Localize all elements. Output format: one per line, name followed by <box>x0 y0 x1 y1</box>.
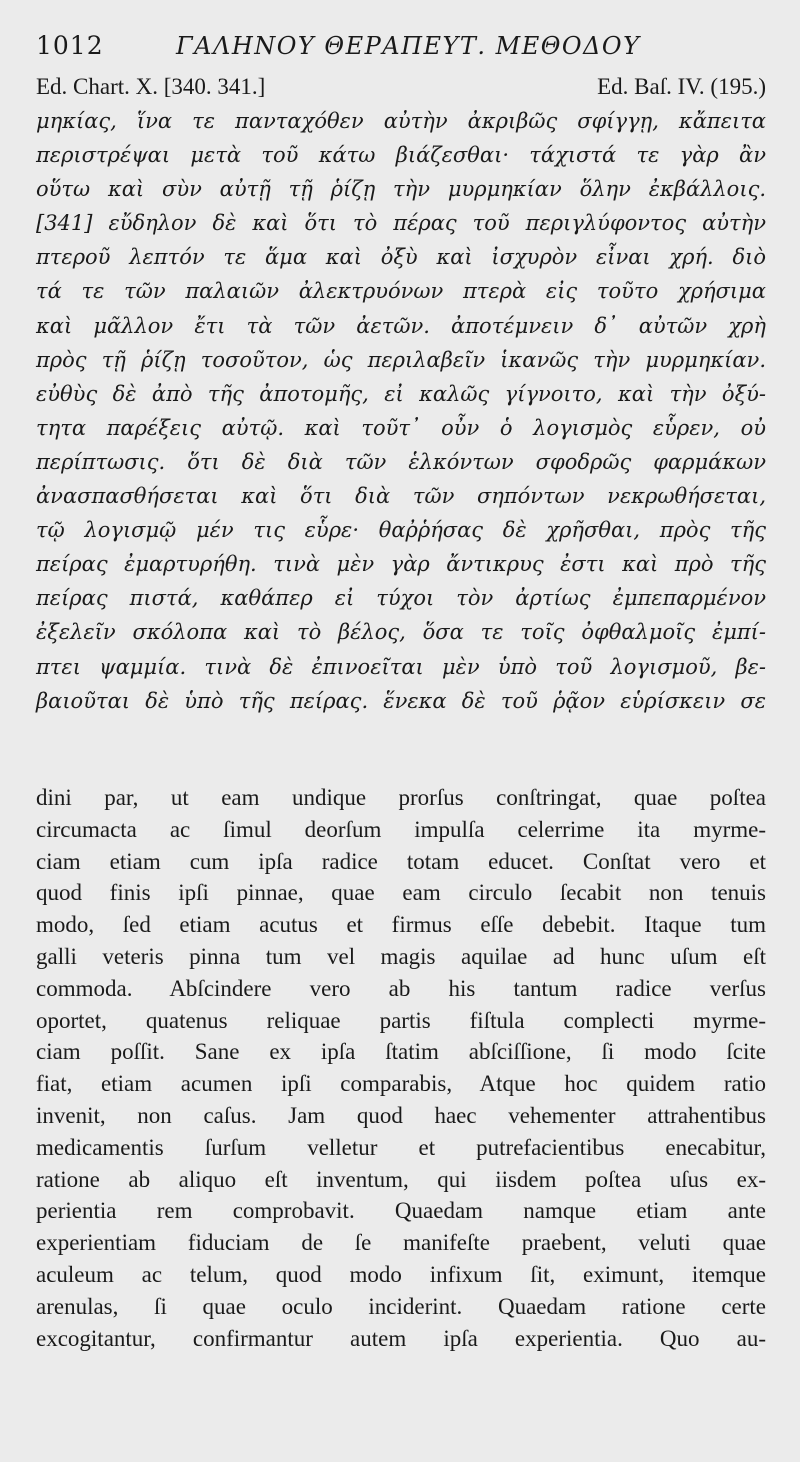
greek-line: πείρας ἐμαρτυρήθη. τινὰ μὲν γὰρ ἄντικρυς ἐστι καὶ πρὸ τῆς <box>36 552 766 577</box>
greek-line: ἐξελεῖν σκόλοπα καὶ τὸ βέλος, ὅσα τε τοῖς ὀφθαλμοῖς ἐμπί- <box>36 620 766 645</box>
greek-line: εὐθὺς δὲ ἀπὸ τῆς ἀποτομῆς, εἰ καλῶς γίγνοιτο, καὶ τὴν ὀξύ- <box>36 381 766 406</box>
greek-line: καὶ μᾶλλον ἔτι τὰ τῶν ἀετῶν. ἀποτέμνειν δ᾽ αὐτῶν χρὴ <box>36 313 766 338</box>
latin-line: excogitantur, confirmantur autem ipſa experientia. Quo au- <box>36 1325 766 1351</box>
running-title: ΓΑΛΗΝΟΥ ΘΕΡΑΠΕΥΤ. ΜΕΘΟΔΟΥ <box>176 32 641 60</box>
greek-line: βαιοῦται δὲ ὑπὸ τῆς πείρας. ἕνεκα δὲ τοῦ ῥᾷον εὑρίσκειν σε <box>36 688 766 713</box>
latin-line: circumacta ac ſimul deorſum impulſa celerrime ita myrme- <box>36 816 766 842</box>
edition-chart-reference: Ed. Chart. X. [340. 341.] <box>36 74 266 99</box>
greek-line: περιστρέψαι μετὰ τοῦ κάτω βιάζεσθαι· τάχιστά τε γὰρ ἂν <box>36 143 766 168</box>
latin-line: commoda. Abſcindere vero ab his tantum radice verſus <box>36 975 766 1001</box>
greek-line: πτει ψαμμία. τινὰ δὲ ἐπινοεῖται μὲν ὑπὸ τοῦ λογισμοῦ, βε- <box>36 654 766 679</box>
latin-line: ciam poſſit. Sane ex ipſa ſtatim abſciſſione, ſi modo ſcite <box>36 1039 766 1065</box>
latin-line: experientiam fiduciam de ſe manifeſte praebent, veluti quae <box>36 1230 766 1256</box>
latin-line: arenulas, ſi quae oculo inciderint. Quaedam ratione certe <box>36 1293 766 1319</box>
greek-line: μηκίας, ἵνα τε πανταχόθεν αὐτὴν ἀκριβῶς σφίγγῃ, κἄπειτα <box>36 109 766 133</box>
greek-line: [341] εὔδηλον δὲ καὶ ὅτι τὸ πέρας τοῦ περιγλύφοντος αὐτὴν <box>36 211 766 236</box>
greek-line: τῷ λογισμῷ μέν τις εὗρε· θαῤῥήσας δὲ χρῆσθαι, πρὸς τῆς <box>36 518 766 543</box>
latin-line: ciam etiam cum ipſa radice totam educet. Conſtat vero et <box>36 848 766 874</box>
latin-line: modo, ſed etiam acutus et firmus eſſe debebit. Itaque tum <box>36 912 766 938</box>
latin-line: quod finis ipſi pinnae, quae eam circulo ſecabit non tenuis <box>36 880 766 906</box>
greek-line: περίπτωσις. ὅτι δὲ διὰ τῶν ἑλκόντων σφοδρῶς φαρμάκων <box>36 449 766 474</box>
greek-line: πτεροῦ λεπτόν τε ἅμα καὶ ὀξὺ καὶ ἰσχυρὸν εἶναι χρή. διὸ <box>36 245 766 270</box>
page-header <box>36 26 766 66</box>
latin-line: fiat, etiam acumen ipſi comparabis, Atque hoc quidem ratio <box>36 1071 766 1097</box>
latin-line: perientia rem comprobavit. Quaedam namque etiam ante <box>36 1198 766 1224</box>
greek-line: οὕτω καὶ σὺν αὐτῇ τῇ ῥίζῃ τὴν μυρμηκίαν ὅλην ἐκβάλλοις. <box>36 177 766 202</box>
latin-line: dini par, ut eam undique prorſus conſtringat, quae poſtea <box>36 785 766 810</box>
latin-line: oportet, quatenus reliquae partis fiſtula complecti myrme- <box>36 1007 766 1033</box>
latin-line: invenit, non caſus. Jam quod haec vehementer attrahentibus <box>36 1102 766 1128</box>
greek-text-block <box>36 104 766 718</box>
latin-line: aculeum ac telum, quod modo infixum ſit, eximunt, itemque <box>36 1261 766 1287</box>
latin-text-block <box>36 782 766 1354</box>
latin-line: galli veteris pinna tum vel magis aquilae ad hunc uſum eſt <box>36 943 766 969</box>
edition-basel-reference: Ed. Baſ. IV. (195.) <box>597 74 766 99</box>
page-number: 1012 <box>36 31 104 60</box>
greek-line: πείρας πιστά, καθάπερ εἰ τύχοι τὸν ἀρτίως ἐμπεπαρμένον <box>36 586 766 611</box>
greek-line: τητα παρέξεις αὐτῷ. καὶ τοῦτ᾽ οὖν ὁ λογισμὸς εὗρεν, οὐ <box>36 415 766 440</box>
greek-line: πρὸς τῇ ῥίζῃ τοσοῦτον, ὡς περιλαβεῖν ἱκανῶς τὴν μυρμηκίαν. <box>36 347 766 372</box>
edition-reference-line <box>36 70 766 104</box>
latin-line: medicamentis ſurſum velletur et putrefacientibus enecabitur, <box>36 1134 766 1160</box>
greek-line: τά τε τῶν παλαιῶν ἀλεκτρυόνων πτερὰ εἰς τοῦτο χρήσιμα <box>36 279 766 304</box>
greek-line: ἀνασπασθήσεται καὶ ὅτι διὰ τῶν σηπόντων νεκρωθήσεται, <box>36 484 766 509</box>
latin-line: ratione ab aliquo eſt inventum, qui iisdem poſtea uſus ex- <box>36 1166 766 1192</box>
